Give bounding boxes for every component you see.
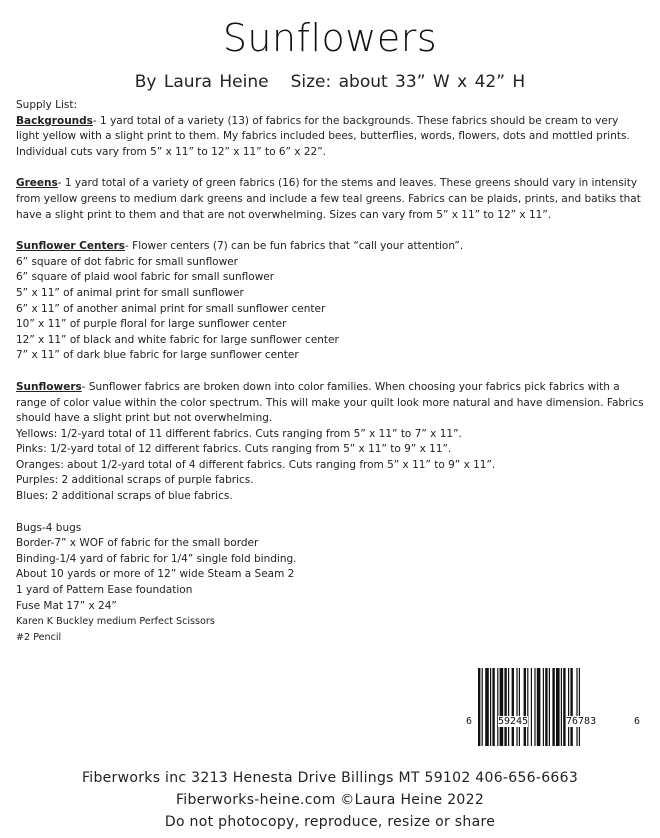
supply-list	[16, 98, 644, 645]
backgrounds-text: - 1 yard total of a variety (13) of fabrics for the backgrounds. These fabrics should be cream to very light yellow with a slight print to them. My fabrics included bees, butterflies, words, flowers, dots and mottled prints. Individual cuts vary from 5” x 11” to 12” x 11” to 6” x 22”.	[16, 114, 630, 158]
list-item: 7” x 11” of dark blue fabric for large sunflower center	[16, 349, 299, 362]
greens-heading: Greens	[16, 177, 58, 190]
greens-paragraph	[16, 176, 644, 223]
greens-text: - 1 yard total of a variety of green fabrics (16) for the stems and leaves. These greens should vary in intensity from yellow greens to medium dark greens and include a few teal greens. Fabrics can be plaids, prints, and batiks that have a slight print to them and that are not overwhelming. Sizes can vary from 5” x 11” to 12” x 11”.	[16, 177, 641, 221]
centers-heading: Sunflower Centers	[16, 240, 126, 253]
sunflowers-paragraph	[16, 380, 644, 427]
barcode-right-digit: 6	[634, 716, 641, 727]
list-item: Bugs-4 bugs	[16, 521, 82, 534]
list-item: 1 yard of Pattern Ease foundation	[16, 584, 193, 597]
list-item: About 10 yards or more of 12” wide Steam a Seam 2	[16, 568, 295, 581]
list-item: Blues: 2 additional scraps of blue fabrics.	[16, 490, 233, 503]
list-item: Binding-1/4 yard of fabric for 1/4” single fold binding.	[16, 552, 297, 565]
sunflowers-heading: Sunflowers	[16, 380, 82, 393]
list-item: #2 Pencil	[16, 631, 62, 643]
centers-text: - Flower centers (7) can be fun fabrics that “call your attention”.	[125, 240, 464, 253]
footer-copyright: Fiberworks-heine.com ©Laura Heine 2022	[175, 792, 485, 808]
byline	[0, 72, 660, 92]
list-item: Purples: 2 additional scraps of purple fabrics.	[16, 474, 254, 487]
list-item: Border-7” x WOF of fabric for the small border	[16, 537, 259, 550]
footer-notice: Do not photocopy, reproduce, resize or share	[164, 814, 496, 830]
list-item: 6” square of dot fabric for small sunflower	[16, 255, 238, 268]
list-item: 12” x 11” of black and white fabric for large sunflower center	[16, 333, 339, 346]
page-title: Sunflowers	[222, 16, 438, 60]
centers-paragraph	[16, 239, 644, 255]
list-item: Pinks: 1/2-yard total of 12 different fabrics. Cuts ranging from 5” x 11” to 9” x 11”.	[16, 443, 452, 456]
supply-list-label: Supply List:	[16, 99, 78, 111]
list-item: 6” square of plaid wool fabric for small sunflower	[16, 271, 275, 284]
author-name: By Laura Heine	[134, 72, 269, 92]
list-item: Karen K Buckley medium Perfect Scissors	[16, 616, 215, 628]
list-item: 10” x 11” of purple floral for large sunflower center	[16, 318, 287, 331]
barcode-group-1: 59245	[498, 716, 529, 727]
backgrounds-paragraph	[16, 114, 644, 161]
list-item: Oranges: about 1/2-yard total of 4 different fabrics. Cuts ranging from 5” x 11” to 9” x 11”.	[16, 458, 496, 471]
footer-address: Fiberworks inc 3213 Henesta Drive Billings MT 59102 406-656-6663	[81, 770, 579, 786]
quilt-size: Size: about 33” W x 42” H	[290, 72, 526, 92]
list-item: Yellows: 1/2-yard total of 11 different fabrics. Cuts ranging from 5” x 11” to 7” x 11”.	[16, 427, 462, 440]
upc-barcode	[478, 668, 624, 746]
list-item: Fuse Mat 17” x 24”	[16, 599, 117, 612]
barcode-bars	[478, 668, 624, 746]
backgrounds-heading: Backgrounds	[16, 114, 93, 127]
list-item: 6” x 11” of another animal print for small sunflower center	[16, 302, 326, 315]
barcode-group-2: 76783	[566, 716, 597, 727]
sunflowers-text: - Sunflower fabrics are broken down into color families. When choosing your fabrics pick fabrics with a range of color value within the color spectrum. This will make your quilt look more natural and have dimension. Fabrics should have a slight print but not overwhelming.	[16, 380, 644, 425]
barcode-left-digit: 6	[466, 716, 473, 727]
list-item: 5” x 11” of animal print for small sunflower	[16, 286, 244, 299]
